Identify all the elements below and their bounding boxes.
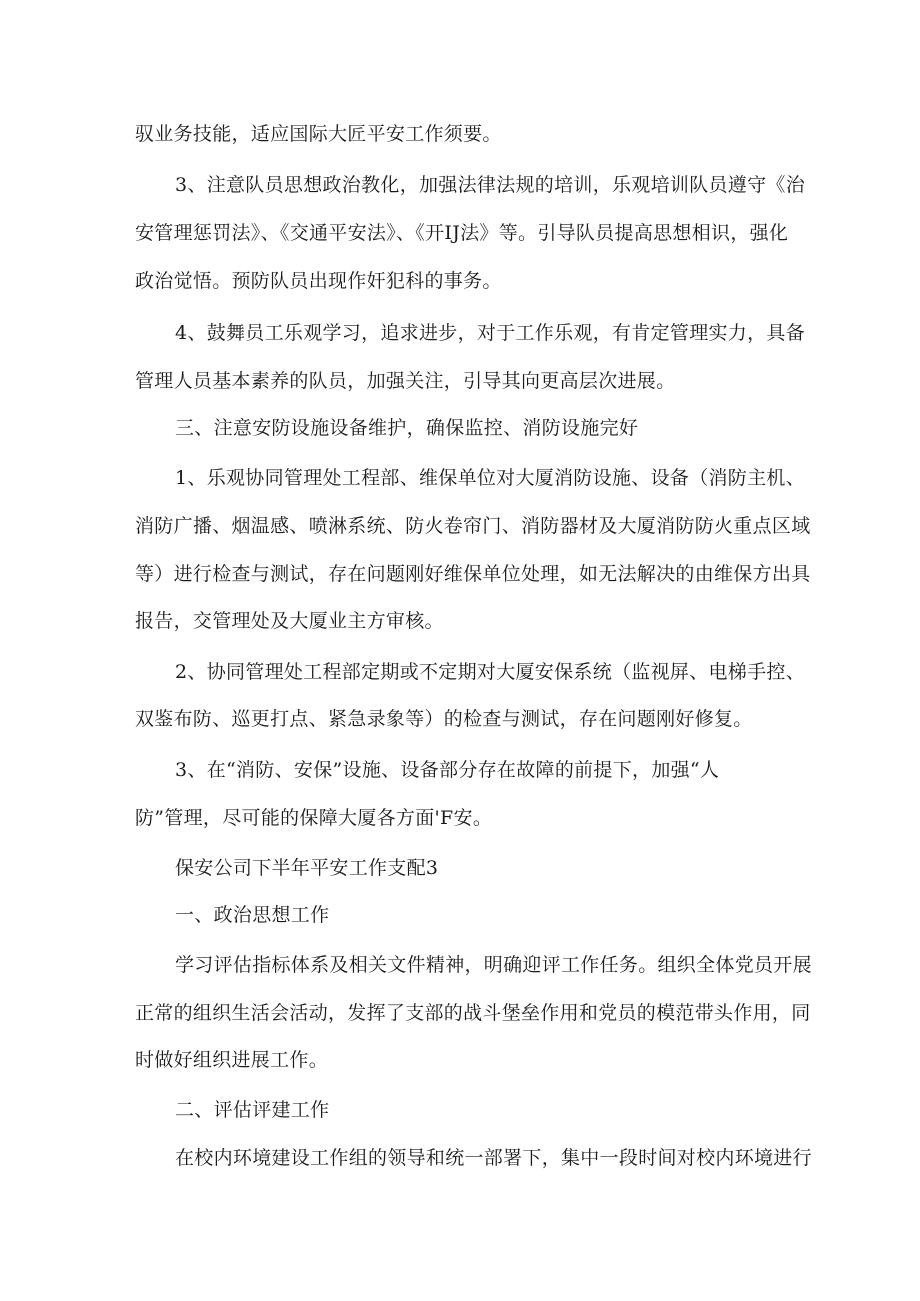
paragraph-line: 双鉴布防、巡更打点、紧急录象等）的检查与测试，存在问题刚好修复。 bbox=[135, 708, 753, 730]
paragraph-line: 消防广播、烟温感、喷淋系统、防火卷帘门、消防器材及大厦消防防火重点区域 bbox=[135, 515, 811, 537]
paragraph-line: 1、乐观协同管理处工程部、维保单位对大厦消防设施、设备（消防主机、 bbox=[175, 467, 805, 489]
paragraph-line: 2、协同管理处工程部定期或不定期对大厦安保系统（监视屏、电梯手控、 bbox=[175, 661, 805, 683]
paragraph-line: 正常的组织生活会活动，发挥了支部的战斗堡垒作用和党员的模范带头作用，同 bbox=[135, 1002, 811, 1024]
section-heading: 一、政治思想工作 bbox=[175, 904, 330, 926]
paragraph-line: 3、在“消防、安保”设施、设备部分存在故障的前提下，加强“人 bbox=[175, 759, 720, 781]
paragraph-line: 驭业务技能，适应国际大匠平安工作须要。 bbox=[135, 123, 502, 145]
document-title: 保安公司下半年平安工作支配3 bbox=[175, 857, 439, 879]
section-heading: 三、注意安防设施设备维护，确保监控、消防设施完好 bbox=[175, 417, 639, 439]
paragraph-line: 等）进行检查与测试，存在问题刚好维保单位处理，如无法解决的由维保方出具 bbox=[135, 563, 811, 585]
paragraph-line: 报告，交管理处及大厦业主方审核。 bbox=[135, 610, 444, 632]
paragraph-line: 管理人员基本素养的队员，加强关注，引导其向更高层次进展。 bbox=[135, 370, 676, 392]
paragraph-line: 在校内环境建设工作组的领导和统一部署下，集中一段时间对校内环境进行 bbox=[175, 1147, 812, 1169]
paragraph-line: 安管理惩罚法》、《交通平安法》、《开IJ法》等。引导队员提高思想相识，强化 bbox=[135, 222, 789, 244]
paragraph-line: 防”管理，尽可能的保障大厦各方面'F安。 bbox=[135, 807, 493, 829]
paragraph-line: 4、鼓舞员工乐观学习，追求进步，对于工作乐观，有肯定管理实力，具备 bbox=[175, 322, 805, 344]
paragraph-line: 政治觉悟。预防队员出现作奸犯科的事务。 bbox=[135, 270, 502, 292]
section-heading: 二、评估评建工作 bbox=[175, 1099, 330, 1121]
paragraph-line: 学习评估指标体系及相关文件精神，明确迎评工作任务。组织全体党员开展 bbox=[175, 954, 812, 976]
paragraph-line: 时做好组织进展工作。 bbox=[135, 1049, 329, 1071]
paragraph-line: 3、注意队员思想政治教化，加强法律法规的培训，乐观培训队员遵守《治 bbox=[175, 174, 805, 196]
